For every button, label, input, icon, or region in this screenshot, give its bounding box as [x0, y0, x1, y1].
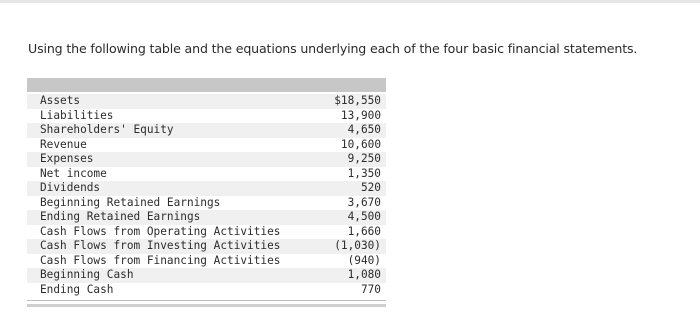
table-row: [27, 138, 386, 153]
row-value: (940): [347, 253, 381, 267]
row-label: Ending Cash: [40, 282, 114, 296]
table-row: [27, 225, 386, 240]
row-value: 3,670: [347, 195, 381, 209]
row-label: Beginning Cash: [40, 268, 134, 281]
row-value: 13,900: [340, 108, 381, 122]
row-label: Revenue: [40, 137, 87, 151]
row-label: Beginning Retained Earnings: [40, 195, 221, 209]
table-row: [27, 283, 386, 298]
table-body: [27, 94, 386, 301]
row-label: Dividends: [40, 181, 101, 194]
row-value: 520: [360, 181, 381, 194]
row-value: $18,550: [334, 94, 381, 107]
row-label: Liabilities: [40, 108, 114, 122]
row-label: Cash Flows from Financing Activities: [40, 253, 281, 267]
row-value: 9,250: [347, 152, 381, 165]
table-footer-bar: [27, 304, 386, 307]
table-row: [27, 181, 386, 196]
row-value: 1,350: [347, 166, 381, 180]
table-row: [27, 109, 386, 124]
row-label: Net income: [40, 166, 107, 180]
row-value: 10,600: [340, 137, 381, 151]
row-value: (1,030): [334, 239, 381, 252]
table-row: [27, 167, 386, 182]
row-label: Shareholders' Equity: [40, 123, 174, 136]
row-label: Cash Flows from Investing Activities: [40, 239, 281, 252]
table-row: [27, 152, 386, 167]
row-label: Expenses: [40, 152, 94, 165]
financial-data-table: [27, 78, 386, 307]
table-row: [27, 123, 386, 138]
table-row: [27, 239, 386, 254]
row-value: 4,500: [347, 210, 381, 223]
table-row: [27, 268, 386, 283]
row-value: 4,650: [347, 123, 381, 136]
row-label: Ending Retained Earnings: [40, 210, 201, 223]
top-divider: [0, 0, 700, 3]
table-row: [27, 196, 386, 211]
row-value: 1,660: [347, 224, 381, 238]
table-row: [27, 254, 386, 269]
table-row: [27, 94, 386, 109]
row-label: Assets: [40, 94, 81, 107]
question-instruction: Using the following table and the equations underlying each of the four basic financial statements.: [28, 41, 638, 56]
row-value: 1,080: [347, 268, 381, 281]
table-header-bar: [27, 78, 386, 92]
row-value: 770: [360, 282, 381, 296]
row-label: Cash Flows from Operating Activities: [40, 224, 281, 238]
table-row: [27, 210, 386, 225]
